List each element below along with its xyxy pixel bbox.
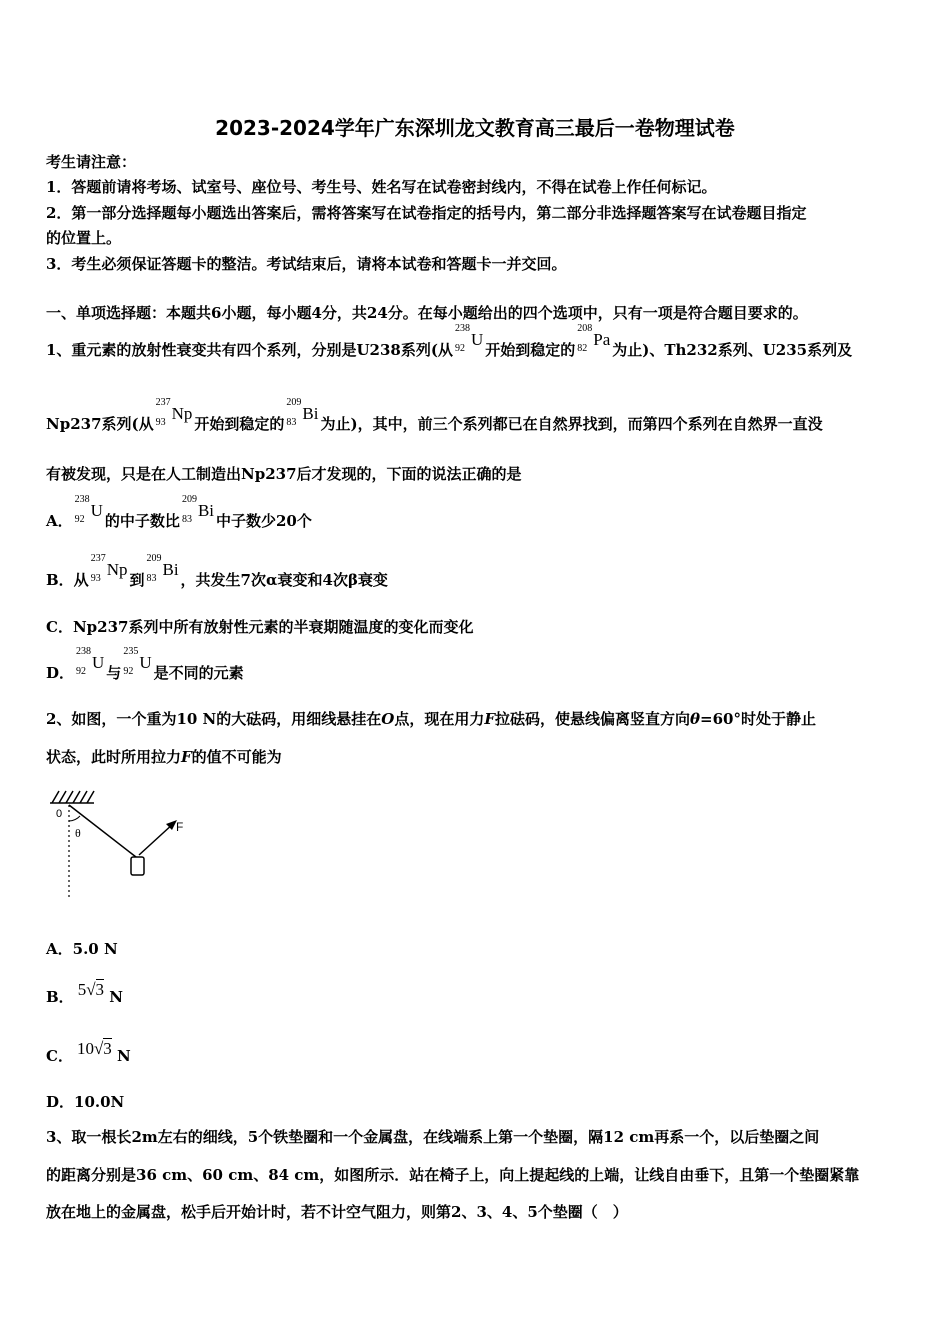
weight-block <box>131 857 144 875</box>
nuclide-np237: 237 93 Np <box>155 397 193 428</box>
notice-item-1: 1．答题前请将考场、试室号、座位号、考生号、姓名写在试卷密封线内，不得在试卷上作任何标记。 <box>46 178 717 196</box>
q1-option-d: D． 238 92 U与 235 92 U是不同的元素 <box>46 646 244 682</box>
q1-line-2 <box>46 397 823 435</box>
nuclide-bi209: 209 83 Bi <box>286 397 319 428</box>
q1-line-3: 有被发现，只是在人工制造出Np237后才发现的，下面的说法正确的是 <box>46 465 522 483</box>
q1-text: 1、重元素的放射性衰变共有四个系列，分别是U238系列(从 <box>46 341 453 359</box>
ceiling-hatch <box>50 791 94 803</box>
q2-option-b: B． 5√3 N <box>46 980 123 1006</box>
notice-heading: 考生请注意： <box>46 153 137 171</box>
nuclide-u238: 238 92 U <box>454 323 484 354</box>
angle-arc <box>69 816 80 821</box>
q1-option-a: A． 238 92 U的中子数比 209 83 Bi中子数少20个 <box>46 494 312 530</box>
page-title: 2023-2024学年广东深圳龙文教育高三最后一卷物理试卷 <box>215 116 735 140</box>
q3-line-1: 3、取一根长2m左右的细线，5个铁垫圈和一个金属盘，在线端系上第一个垫圈，隔12 cm再系一个，以后垫圈之间 <box>46 1128 820 1146</box>
nuclide-np237: 237 93 Np <box>90 553 128 584</box>
notice-item-3: 3．考生必须保证答题卡的整洁。考试结束后，请将本试卷和答题卡一并交回。 <box>46 255 567 273</box>
notice-item-2-cont: 的位置上。 <box>46 229 122 247</box>
q2-line-2: 状态，此时所用拉力F的值不可能为 <box>46 748 282 766</box>
section-heading: 一、单项选择题：本题共6小题，每小题4分，共24分。在每小题给出的四个选项中，只有一项是符合题目要求的。 <box>46 304 808 322</box>
nuclide-pa208: 208 82 Pa <box>577 323 611 354</box>
label-o: 0 <box>56 808 63 820</box>
q2-option-d: D．10.0N <box>46 1093 125 1111</box>
q1-option-c: C．Np237系列中所有放射性元素的半衰期随温度的变化而变化 <box>46 618 474 636</box>
q3-line-3: 放在地上的金属盘，松手后开始计时，若不计空气阻力，则第2、3、4、5个垫圈（ ） <box>46 1203 628 1221</box>
nuclide-bi209: 209 83 Bi <box>181 494 214 525</box>
q1-text: 为止)、Th232系列、U235系列及 <box>612 341 853 359</box>
q1-text: 开始到稳定的 <box>194 415 285 433</box>
q2-option-c: C． 10√3 N <box>46 1039 131 1065</box>
q1-option-b: B．从 237 93 Np到 209 83 Bi，共发生7次α衰变和4次β衰变 <box>46 553 388 589</box>
force-arrow <box>139 823 174 855</box>
q2-option-a: A．5.0 N <box>46 940 118 958</box>
label-theta: θ <box>75 826 81 840</box>
q1-text: 为止)，其中，前三个系列都已在自然界找到，而第四个系列在自然界一直没 <box>320 415 823 433</box>
nuclide-u238: 238 92 U <box>74 494 103 525</box>
notice-item-2: 2．第一部分选择题每小题选出答案后，需将答案写在试卷指定的括号内，第二部分非选择题答案写在试卷题目指定 <box>46 204 807 222</box>
q3-line-2: 的距离分别是36 cm、60 cm、84 cm，如图所示．站在椅子上，向上提起线的上端，让线自由垂下，且第一个垫圈紧靠 <box>46 1166 860 1184</box>
q1-line-1 <box>46 323 853 361</box>
nuclide-u235: 235 92 U <box>123 646 152 677</box>
nuclide-u238: 238 92 U <box>76 646 105 677</box>
label-f: F <box>176 820 184 834</box>
q2-figure <box>44 785 204 905</box>
q1-text: 开始到稳定的 <box>485 341 576 359</box>
q2-line-1: 2、如图，一个重为10 N的大砝码，用细线悬挂在O点，现在用力F拉砝码，使悬线偏离竖直方向θ=60°时处于静止 <box>46 710 816 728</box>
nuclide-bi209: 209 83 Bi <box>146 553 179 584</box>
q1-text: Np237系列(从 <box>46 415 154 433</box>
